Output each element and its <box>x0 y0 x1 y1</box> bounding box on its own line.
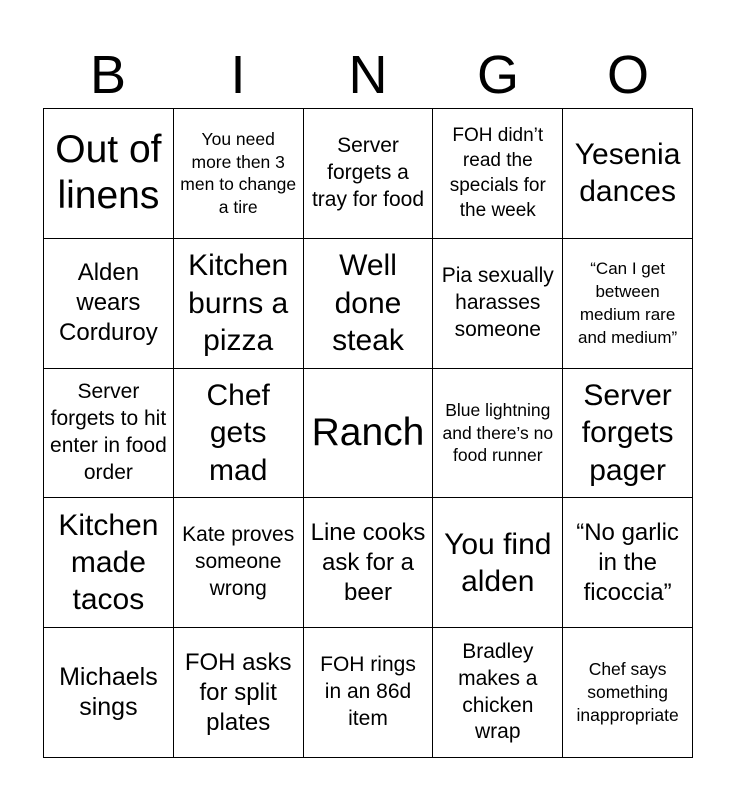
header-letter-n: N <box>348 45 388 105</box>
bingo-cell[interactable]: Pia sexually harasses someone <box>433 239 563 369</box>
bingo-cell[interactable]: Yesenia dances <box>563 109 693 239</box>
bingo-cell[interactable]: Kate proves someone wrong <box>174 498 304 628</box>
bingo-cell[interactable]: FOH rings in an 86d item <box>304 628 434 758</box>
bingo-cell[interactable]: FOH asks for split plates <box>174 628 304 758</box>
bingo-cell[interactable]: Kitchen made tacos <box>44 498 174 628</box>
bingo-cell[interactable]: Bradley makes a chicken wrap <box>433 628 563 758</box>
bingo-cell[interactable]: Line cooks ask for a beer <box>304 498 434 628</box>
bingo-board <box>43 108 693 758</box>
bingo-cell[interactable]: Well done steak <box>304 239 434 369</box>
bingo-cell-free[interactable]: Ranch <box>304 369 434 499</box>
bingo-cell[interactable]: Blue lightning and there’s no food runner <box>433 369 563 499</box>
bingo-cell[interactable]: FOH didn’t read the specials for the week <box>433 109 563 239</box>
bingo-cell[interactable]: Michaels sings <box>44 628 174 758</box>
bingo-cell[interactable]: Server forgets a tray for food <box>304 109 434 239</box>
bingo-cell[interactable]: Server forgets pager <box>563 369 693 499</box>
bingo-cell[interactable]: Out of linens <box>44 109 174 239</box>
bingo-cell[interactable]: Chef gets mad <box>174 369 304 499</box>
header-letter-g: G <box>476 45 519 105</box>
bingo-cell[interactable]: You need more then 3 men to change a tire <box>174 109 304 239</box>
bingo-header <box>43 42 693 108</box>
bingo-cell[interactable]: “Can I get between medium rare and medium” <box>563 239 693 369</box>
header-letter-o: O <box>606 45 649 105</box>
header-letter-b: B <box>89 45 127 105</box>
bingo-cell[interactable]: Chef says something inappropriate <box>563 628 693 758</box>
header-letter-i: I <box>230 45 246 105</box>
bingo-cell[interactable]: “No garlic in the ficoccia” <box>563 498 693 628</box>
bingo-cell[interactable]: Server forgets to hit enter in food order <box>44 369 174 499</box>
bingo-cell[interactable]: Alden wears Corduroy <box>44 239 174 369</box>
bingo-cell[interactable]: You find alden <box>433 498 563 628</box>
bingo-cell[interactable]: Kitchen burns a pizza <box>174 239 304 369</box>
